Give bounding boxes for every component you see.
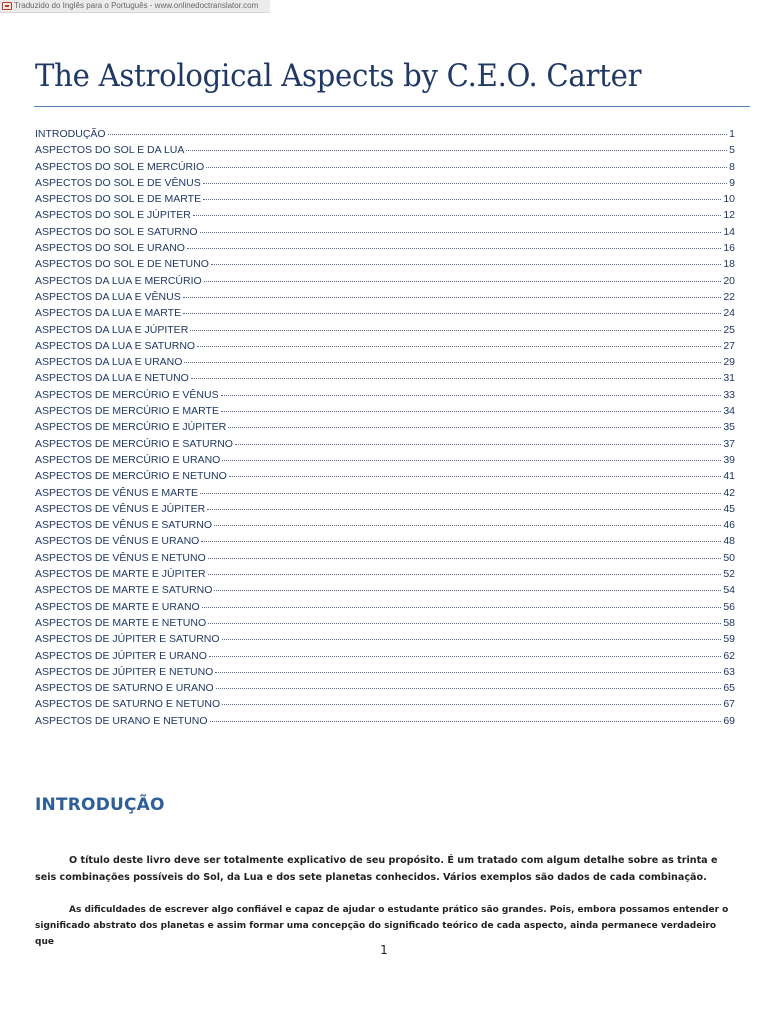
table-of-contents [35,126,735,729]
toc-entry[interactable] [35,631,735,647]
toc-entry-page[interactable]: 22 [723,290,735,303]
toc-leader [203,199,721,200]
toc-entry[interactable] [35,664,735,680]
toc-entry-page[interactable]: 31 [723,372,735,385]
toc-leader [235,444,721,445]
toc-entry[interactable] [35,533,735,549]
toc-leader [197,346,721,347]
toc-entry-label[interactable]: ASPECTOS DO SOL E DE NETUNO [35,258,209,271]
toc-entry-page[interactable]: 14 [723,225,735,238]
toc-leader [229,476,722,477]
toc-entry[interactable] [35,224,735,240]
toc-entry-label[interactable]: ASPECTOS DE SATURNO E NETUNO [35,698,221,711]
toc-entry[interactable] [35,256,735,272]
toc-entry-label[interactable]: ASPECTOS DE JÚPITER E NETUNO [35,665,214,678]
toc-entry-label[interactable]: ASPECTOS DE MERCÚRIO E URANO [35,453,221,466]
toc-entry-page[interactable]: 27 [723,339,735,352]
toc-entry-label[interactable]: ASPECTOS DO SOL E DA LUA [35,144,185,157]
toc-entry-label[interactable]: ASPECTOS DA LUA E VÊNUS [35,290,181,303]
translate-icon [2,2,12,10]
toc-leader [184,362,721,363]
document-title: The Astrological Aspects by C.E.O. Carter [35,58,642,94]
toc-entry-page[interactable]: 46 [723,519,735,532]
toc-entry[interactable] [35,485,735,501]
toc-entry-page[interactable]: 56 [723,600,735,613]
body-paragraph: As dificuldades de escrever algo confiável e capaz de ajudar o estudante prático são grandes. Pois, embora possamos entender o significado abstrato dos planetas e assim formar uma concepção do significado teórico de cada aspecto, ainda permanece verdadeiro que [35,905,729,947]
toc-entry[interactable] [35,648,735,664]
toc-leader [208,558,722,559]
toc-leader [108,134,728,135]
toc-entry[interactable] [35,207,735,223]
toc-leader [206,167,727,168]
toc-entry[interactable] [35,713,735,729]
toc-entry-label[interactable]: ASPECTOS DE JÚPITER E URANO [35,649,207,662]
toc-entry-label[interactable]: ASPECTOS DE VÊNUS E JÚPITER [35,502,206,515]
toc-entry[interactable] [35,289,735,305]
toc-leader [222,460,721,461]
toc-entry-label[interactable]: ASPECTOS DE VÊNUS E NETUNO [35,551,206,564]
toc-entry[interactable] [35,599,735,615]
toc-entry-label[interactable]: ASPECTOS DE MARTE E SATURNO [35,584,213,597]
toc-entry-page[interactable]: 63 [723,665,735,678]
toc-leader [222,704,721,705]
toc-entry-page[interactable]: 34 [723,405,735,418]
toc-entry-page[interactable]: 69 [723,714,735,727]
toc-leader [221,411,721,412]
toc-entry-label[interactable]: ASPECTOS DE MARTE E URANO [35,600,200,613]
toc-entry-page[interactable]: 18 [723,258,735,271]
toc-leader [208,623,721,624]
toc-entry[interactable] [35,159,735,175]
toc-entry-label[interactable]: ASPECTOS DE MARTE E JÚPITER [35,568,206,581]
toc-entry-page[interactable]: 20 [723,274,735,287]
toc-entry[interactable] [35,191,735,207]
toc-entry[interactable] [35,615,735,631]
toc-entry[interactable] [35,452,735,468]
toc-entry-label[interactable]: ASPECTOS DO SOL E DE VÊNUS [35,176,201,189]
toc-entry-label[interactable]: ASPECTOS DE MARTE E NETUNO [35,616,207,629]
toc-entry-label[interactable]: ASPECTOS DE MERCÚRIO E VÊNUS [35,388,219,401]
toc-entry-page[interactable]: 65 [723,682,735,695]
toc-entry-page[interactable]: 50 [723,551,735,564]
toc-leader [201,541,721,542]
toc-entry-label[interactable]: ASPECTOS DE VÊNUS E SATURNO [35,519,212,532]
toc-entry-page[interactable]: 48 [723,535,735,548]
toc-leader [204,281,722,282]
toc-entry-label[interactable]: ASPECTOS DE VÊNUS E MARTE [35,486,198,499]
toc-entry[interactable] [35,338,735,354]
toc-entry-page[interactable]: 12 [723,209,735,222]
toc-leader [215,672,721,673]
toc-leader [207,509,721,510]
toc-entry-page[interactable]: 5 [729,144,735,157]
toc-entry-page[interactable]: 39 [723,453,735,466]
toc-leader [216,688,722,689]
toc-leader [203,183,727,184]
toc-entry-label[interactable]: INTRODUÇÃO [35,128,106,140]
title-divider [34,106,750,107]
toc-entry-page[interactable]: 41 [723,470,735,483]
section-heading: INTRODUÇÃO [35,795,165,815]
toc-entry[interactable] [35,550,735,566]
toc-entry-label[interactable]: ASPECTOS DO SOL E URANO [35,242,185,255]
toc-entry[interactable] [35,175,735,191]
toc-entry-page[interactable]: 42 [723,486,735,499]
toc-entry-page[interactable]: 67 [723,698,735,711]
toc-entry[interactable] [35,501,735,517]
toc-entry[interactable] [35,354,735,370]
toc-entry-label[interactable]: ASPECTOS DO SOL E DE MARTE [35,193,202,206]
toc-entry[interactable] [35,126,735,142]
translation-banner-text[interactable]: Traduzido do Inglês para o Português - www.onlinedoctranslator.com [14,1,259,10]
toc-entry-label[interactable]: ASPECTOS DA LUA E JÚPITER [35,323,189,336]
toc-leader [221,395,722,396]
toc-leader [214,590,721,591]
toc-entry-label[interactable]: ASPECTOS DO SOL E SATURNO [35,225,198,238]
toc-entry-page[interactable]: 45 [723,502,735,515]
toc-entry-label[interactable]: ASPECTOS DO SOL E JÚPITER [35,209,191,222]
toc-entry-label[interactable]: ASPECTOS DA LUA E SATURNO [35,339,196,352]
toc-leader [209,656,721,657]
toc-entry[interactable] [35,240,735,256]
toc-entry-page[interactable]: 25 [723,323,735,336]
toc-entry[interactable] [35,517,735,533]
toc-entry-label[interactable]: ASPECTOS DE MERCÚRIO E SATURNO [35,437,233,450]
toc-leader [191,378,721,379]
toc-leader [200,493,721,494]
toc-leader [222,639,722,640]
toc-leader [183,313,721,314]
toc-entry-page[interactable]: 10 [723,193,735,206]
translation-banner[interactable] [0,0,270,13]
toc-entry-page[interactable]: 1 [729,128,735,140]
toc-leader [183,297,722,298]
toc-leader [200,232,722,233]
toc-entry-label[interactable]: ASPECTOS DO SOL E MERCÚRIO [35,160,205,173]
toc-entry[interactable] [35,305,735,321]
toc-entry[interactable] [35,370,735,386]
toc-leader [208,574,722,575]
toc-entry-label[interactable]: ASPECTOS DE MERCÚRIO E MARTE [35,405,219,418]
toc-entry-label[interactable]: ASPECTOS DE MERCÚRIO E NETUNO [35,470,227,483]
toc-entry[interactable] [35,566,735,582]
toc-leader [193,215,722,216]
toc-entry-page[interactable]: 54 [723,584,735,597]
page-number: 1 [380,943,388,957]
toc-entry-page[interactable]: 62 [723,649,735,662]
toc-entry-page[interactable]: 58 [723,616,735,629]
toc-entry[interactable] [35,142,735,158]
toc-entry[interactable] [35,419,735,435]
toc-leader [190,330,721,331]
toc-entry-page[interactable]: 29 [723,356,735,369]
toc-entry-label[interactable]: ASPECTOS DA LUA E MARTE [35,307,182,320]
toc-leader [210,721,722,722]
toc-entry-label[interactable]: ASPECTOS DA LUA E MERCÚRIO [35,274,202,287]
toc-entry-label[interactable]: ASPECTOS DE VÊNUS E URANO [35,535,200,548]
toc-entry-label[interactable]: ASPECTOS DA LUA E URANO [35,356,183,369]
toc-entry[interactable] [35,387,735,403]
toc-leader [187,248,721,249]
toc-entry[interactable] [35,436,735,452]
toc-entry-page[interactable]: 35 [723,421,735,434]
toc-entry-label[interactable]: ASPECTOS DE MERCÚRIO E JÚPITER [35,421,227,434]
toc-leader [214,525,721,526]
toc-entry[interactable] [35,468,735,484]
toc-entry-page[interactable]: 24 [723,307,735,320]
toc-leader [186,150,727,151]
toc-entry[interactable] [35,322,735,338]
toc-entry-label[interactable]: ASPECTOS DE URANO E NETUNO [35,714,208,727]
toc-entry[interactable] [35,680,735,696]
toc-entry[interactable] [35,403,735,419]
toc-leader [211,264,721,265]
toc-entry-page[interactable]: 37 [723,437,735,450]
toc-entry-page[interactable]: 9 [729,176,735,189]
toc-entry[interactable] [35,582,735,598]
toc-entry-page[interactable]: 8 [729,160,735,173]
toc-entry-label[interactable]: ASPECTOS DA LUA E NETUNO [35,372,189,385]
body-paragraph: O título deste livro deve ser totalmente explicativo de seu propósito. É um tratado com algum detalhe sobre as trinta e seis combinações possíveis do Sol, da Lua e dos sete planetas conhecidos. Vários exemplos são dados de cada combinação. [35,855,718,883]
toc-entry-page[interactable]: 16 [723,242,735,255]
toc-entry-label[interactable]: ASPECTOS DE SATURNO E URANO [35,682,214,695]
toc-entry-label[interactable]: ASPECTOS DE JÚPITER E SATURNO [35,633,220,646]
toc-entry[interactable] [35,273,735,289]
toc-leader [228,427,721,428]
toc-leader [202,607,722,608]
toc-entry-page[interactable]: 33 [723,388,735,401]
toc-entry-page[interactable]: 59 [723,633,735,646]
toc-entry-page[interactable]: 52 [723,568,735,581]
toc-entry[interactable] [35,696,735,712]
